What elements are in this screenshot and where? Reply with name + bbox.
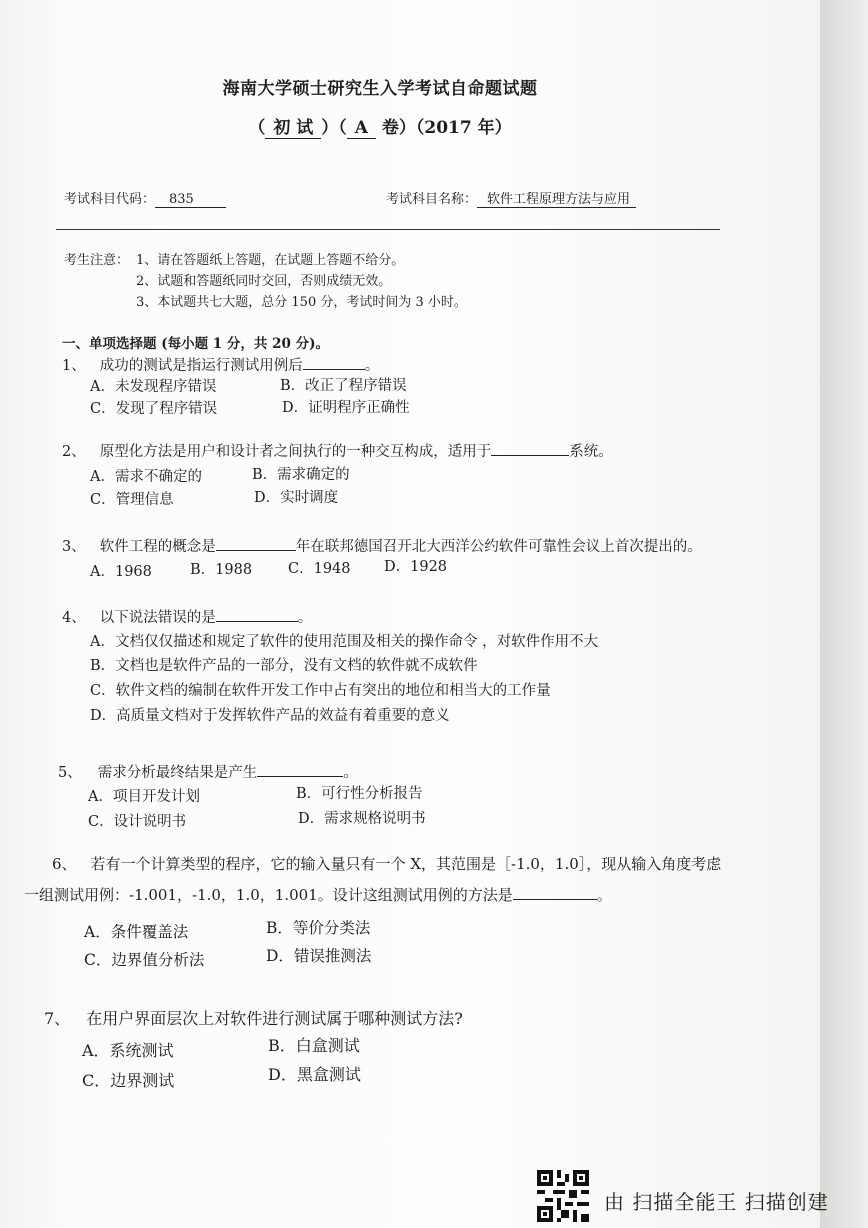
section-heading: 一、单项选择题 (每小题 1 分，共 20 分)。 bbox=[62, 336, 329, 352]
answer-blank bbox=[216, 607, 298, 623]
question-3: 3、 软件工程的概念是 年在联邦德国召开北大西洋公约软件可靠性会议上首次提出的。 bbox=[62, 535, 702, 556]
question-4: 4、 以下说法错误的是 。 bbox=[62, 606, 312, 627]
option: D．错误推测法 bbox=[266, 947, 372, 965]
option: A．1968 bbox=[90, 564, 152, 580]
question-number: 7、 bbox=[44, 1009, 71, 1028]
answer-blank bbox=[257, 762, 343, 778]
option: C．发现了程序错误 bbox=[90, 401, 218, 417]
option: A．系统测试 bbox=[82, 1041, 174, 1060]
option: B．等价分类法 bbox=[266, 919, 371, 937]
notice-item: 2、试题和答题纸同时交回，否则成绩无效。 bbox=[136, 274, 392, 289]
scan-edge bbox=[820, 0, 868, 1228]
question-5: 5、 需求分析最终结果是产生 。 bbox=[58, 761, 358, 782]
option: B．1988 bbox=[190, 562, 253, 578]
option: C．边界值分析法 bbox=[84, 951, 205, 969]
subject-name: 考试科目名称： 软件工程原理方法与应用 bbox=[386, 188, 636, 208]
answer-blank bbox=[303, 355, 365, 371]
option: C．边界测试 bbox=[82, 1071, 175, 1090]
option: D．需求规格说明书 bbox=[298, 811, 426, 827]
answer-blank bbox=[216, 536, 296, 552]
option: A．条件覆盖法 bbox=[84, 923, 189, 941]
option: A．文档仅仅描述和规定了软件的使用范围及相关的操作命令 ，对软件作用不大 bbox=[90, 634, 599, 650]
subject-code-value: 835 bbox=[155, 192, 226, 208]
question-number: 6、 bbox=[52, 855, 77, 873]
notice-label: 考生注意： bbox=[64, 253, 130, 268]
question-1: 1、 成功的测试是指运行测试用例后 。 bbox=[62, 354, 379, 375]
question-number: 1、 bbox=[62, 358, 86, 374]
question-7: 7、 在用户界面层次上对软件进行测试属于哪种测试方法? bbox=[44, 1009, 463, 1028]
option: B．需求确定的 bbox=[252, 467, 350, 483]
option: D．实时调度 bbox=[254, 490, 339, 506]
qr-code-icon bbox=[537, 1170, 589, 1222]
option: D．证明程序正确性 bbox=[282, 400, 410, 416]
option: D．1928 bbox=[384, 559, 448, 575]
question-6: 6、 若有一个计算类型的程序，它的输入量只有一个 X，其范围是［-1.0，1.0］，现从输入角度考虑 bbox=[52, 855, 722, 873]
exam-subtitle: （ 初 试 ）（ A 卷）（2017 年） bbox=[0, 113, 760, 139]
notice-item: 3、本试题共七大题，总分 150 分，考试时间为 3 小时。 bbox=[136, 295, 467, 310]
question-number: 2、 bbox=[62, 444, 86, 460]
option: B．白盒测试 bbox=[268, 1036, 360, 1055]
option: C．1948 bbox=[288, 561, 351, 577]
answer-blank bbox=[513, 884, 597, 900]
subject-code: 考试科目代码： 835 bbox=[64, 188, 226, 208]
option: B．改正了程序错误 bbox=[280, 378, 407, 394]
exam-title: 海南大学硕士研究生入学考试自命题试题 bbox=[222, 79, 538, 99]
notice-item: 1、请在答题纸上答题，在试题上答题不给分。 bbox=[136, 253, 405, 268]
option: B．可行性分析报告 bbox=[296, 786, 423, 802]
scanner-watermark: 由 扫描全能王 扫描创建 bbox=[604, 1190, 829, 1214]
option: A．项目开发计划 bbox=[88, 789, 200, 805]
question-2: 2、 原型化方法是用户和设计者之间执行的一种交互构成，适用于 系统。 bbox=[62, 440, 613, 461]
paper-version: A bbox=[347, 118, 376, 139]
question-number: 5、 bbox=[58, 765, 82, 781]
question-number: 4、 bbox=[62, 610, 86, 626]
exam-stage: 初 试 bbox=[265, 113, 321, 139]
question-number: 3、 bbox=[62, 539, 86, 555]
header-divider bbox=[56, 229, 720, 230]
option: D．高质量文档对于发挥软件产品的效益有着重要的意义 bbox=[90, 708, 450, 724]
subject-name-value: 软件工程原理方法与应用 bbox=[477, 188, 636, 208]
answer-blank bbox=[491, 441, 569, 457]
option: C．软件文档的编制在软件开发工作中占有突出的地位和相当大的工作量 bbox=[90, 683, 551, 699]
option: C．管理信息 bbox=[90, 492, 174, 508]
option: A．未发现程序错误 bbox=[90, 379, 217, 395]
option: B．文档也是软件产品的一部分，没有文档的软件就不成软件 bbox=[90, 658, 478, 674]
option: D．黑盒测试 bbox=[268, 1065, 361, 1084]
option: A．需求不确定的 bbox=[90, 469, 202, 485]
option: C．设计说明书 bbox=[88, 814, 187, 830]
question-6-line2: 一组测试用例：-1.001，-1.0，1.0，1.001。设计这组测试用例的方法是 。 bbox=[24, 886, 612, 904]
